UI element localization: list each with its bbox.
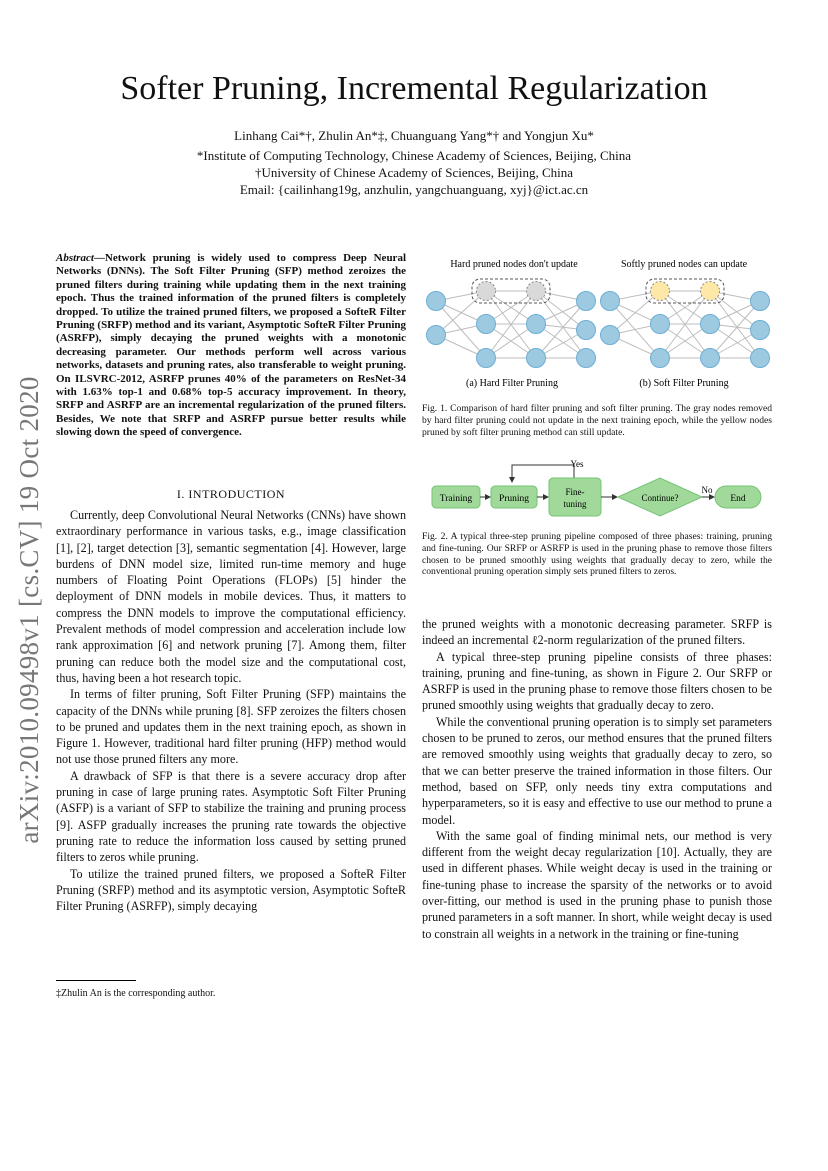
pruned-node [651, 282, 670, 301]
affiliation-2: †University of Chinese Academy of Sciences, Beijing, China [254, 165, 574, 180]
arxiv-stamp [4, 360, 54, 860]
network-node [527, 315, 546, 334]
pruned-node [477, 282, 496, 301]
paragraph: While the conventional pruning operation is to simply set parameters chosen to be pruned to zeros, our method ensures that the pruned filters are removed smoothly using weights that gradually decay to zero, so that we can better preserve the trained information in those filters. Our method, based on SFP, only needs tiny extra computations and hyperparameters, so it is easy and effective to use our method to prune a model. [422, 714, 772, 827]
network-node [477, 349, 496, 368]
network-node [701, 315, 720, 334]
abstract [56, 252, 406, 440]
right-column-body [422, 616, 772, 942]
paragraph: In terms of filter pruning, Soft Filter Pruning (SFP) maintains the capacity of the DNNs while pruning [8]. SFP zeroizes the filters chosen to be pruned and updates them in the next training epoch, as shown in Figure 1. However, traditional hard filter pruning (HFP) method would not use those pruned filters any more. [56, 687, 406, 767]
section-heading-introduction: I. INTRODUCTION [176, 487, 286, 501]
network-node [701, 349, 720, 368]
network-node [427, 292, 446, 311]
paper-title: Softer Pruning, Incremental Regularization [120, 70, 708, 107]
affiliation-1: *Institute of Computing Technology, Chinese Academy of Sciences, Beijing, China [196, 148, 632, 163]
network-node [651, 349, 670, 368]
soft-pruning-network [601, 279, 770, 368]
pruning-node-label: Pruning [498, 494, 530, 504]
network-node [477, 315, 496, 334]
paragraph: To utilize the trained pruned filters, we proposed a SofteR Filter Pruning (SRFP) method and its asymptotic version, Asymptotic SofteR Filter Pruning (ASRFP), simply decaying [56, 866, 406, 914]
hard-pruning-network [427, 279, 596, 368]
figure-2 [422, 456, 774, 522]
finetuning-node-label-1: Fine- [565, 487, 585, 497]
no-label: No [701, 485, 713, 495]
fig1-right-title: Softly pruned nodes can update [620, 259, 748, 270]
email: Email: {cailinhang19g, anzhulin, yangchuanguang, xyj}@ict.ac.cn [239, 182, 589, 197]
paragraph: Currently, deep Convolutional Neural Networks (CNNs) have shown extraordinary performance in various tasks, e.g., image classification [1], [2], target detection [3], semantic segmentation [4]. However, large burdens of DNN model size, limited run-time memory and huge numbers of Floating Point Operations (FLOPs) [5] hinder the deployment of DNN models in mobile devices. Thus, it matters to compress the DNN models to improve the computational efficiency. Prevalent methods of model compression and acceleration include low rank approximation [6] and network pruning [7]. Among them, filter pruning can reduce both the model size and the computational cost, thus, having been a hot research topic. [56, 508, 406, 685]
training-node-label: Training [439, 494, 473, 504]
arxiv-stamp-text: arXiv:2010.09498v1 [cs.CV] 19 Oct 2020 [14, 376, 44, 844]
footnote: ‡Zhulin An is the corresponding author. [56, 988, 216, 999]
yes-label: Yes [570, 459, 584, 469]
network-node [601, 326, 620, 345]
network-node [751, 321, 770, 340]
pruned-node [527, 282, 546, 301]
figure-1-caption: Fig. 1. Comparison of hard filter pruning and soft filter pruning. The gray nodes removed by hard filter pruning could not update in the next training epoch, while the yellow nodes pruned by soft filter pruning method can still update. [422, 403, 772, 438]
continue-label: Continue? [641, 493, 679, 503]
finetuning-node-label-2: tuning [563, 499, 587, 509]
figure-1 [422, 252, 774, 394]
finetuning-node [549, 478, 601, 516]
fig1-left-title: Hard pruned nodes don't update [450, 259, 578, 270]
network-node [527, 349, 546, 368]
fig1-subcaption-b: (b) Soft Filter Pruning [639, 378, 729, 389]
abstract-label: Abstract [56, 252, 94, 264]
network-node [651, 315, 670, 334]
authors: Linhang Cai*†, Zhulin An*‡, Chuanguang Yang*† and Yongjun Xu* [234, 128, 594, 143]
end-node-label: End [730, 494, 746, 504]
paragraph: A typical three-step pruning pipeline consists of three phases: training, pruning and fine-tuning, as shown in Figure 2. Our SRFP or ASRFP is used in the pruning phase to remove those filters chosen to be pruned smoothly using weights that gradually decay to zero. [422, 649, 772, 713]
network-node [751, 292, 770, 311]
network-node [577, 292, 596, 311]
pruned-node [701, 282, 720, 301]
figure-2-caption: Fig. 2. A typical three-step pruning pipeline composed of three phases: training, pruning and fine-tuning. Our SRFP or ASRFP is used in the pruning phase to remove those filters chosen to be pruned smoothly using weights that gradually decay to zero, while the conventional pruning operation simply sets pruned filters to zeros. [422, 531, 772, 578]
network-node [577, 349, 596, 368]
paragraph: With the same goal of finding minimal nets, our method is very different from the weight decay regularization [10]. Actually, they are used in different phases. While weight decay is used in the training or fine-tuning phase to increase the sparsity of the networks or to avoid over-fitting, our method is used in the pruning phase to punish those pruned parameters in a soft manner. In short, while weight decay is used to constrain all weights in a network in the training or fine-tuning [422, 828, 772, 941]
abstract-text: —Network pruning is widely used to compress Deep Neural Networks (DNNs). The Soft Filter Pruning (SFP) method zeroizes the pruned filters during training while updating them in the next training epoch. Thus the trained information of the pruned filters is completely dropped. To utilize the trained pruned filters, we proposed a SofteR Filter Pruning (SRFP) method and its variant, Asymptotic SofteR Filter Pruning (ASRFP), simply decaying the pruned weights with a monotonic decreasing parameter. Our methods perform well across various networks, datasets and pruning rates, also transferable to weight pruning. On ILSVRC-2012, ASRFP prunes 40% of the parameters on ResNet-34 with 1.63% top-1 and 0.68% top-5 accuracy improvement. In theory, SRFP and ASRFP are an incremental regularization of the pruned filters. Besides, We note that SRFP and ASRFP pursue better results while slowing down the speed of convergence. [56, 252, 406, 439]
paragraph: the pruned weights with a monotonic decreasing parameter. SRFP is indeed an incremental ℓ2-norm regularization of the pruned filters. [422, 617, 772, 648]
paragraph: A drawback of SFP is that there is a severe accuracy drop after pruning in case of large pruning rates. Asymptotic Soft Filter Pruning (ASFP) is a variant of SFP to stabilize the training and pruning process [9]. ASFP gradually increases the pruning rate towards the objective pruning rate to reduce the information loss caused by setting pruned filters to zeros while pruning. [56, 768, 406, 865]
fig1-subcaption-a: (a) Hard Filter Pruning [466, 378, 558, 389]
left-column-body [56, 507, 406, 914]
network-node [427, 326, 446, 345]
footnote-rule [56, 980, 136, 981]
network-node [577, 321, 596, 340]
network-node [751, 349, 770, 368]
network-node [601, 292, 620, 311]
